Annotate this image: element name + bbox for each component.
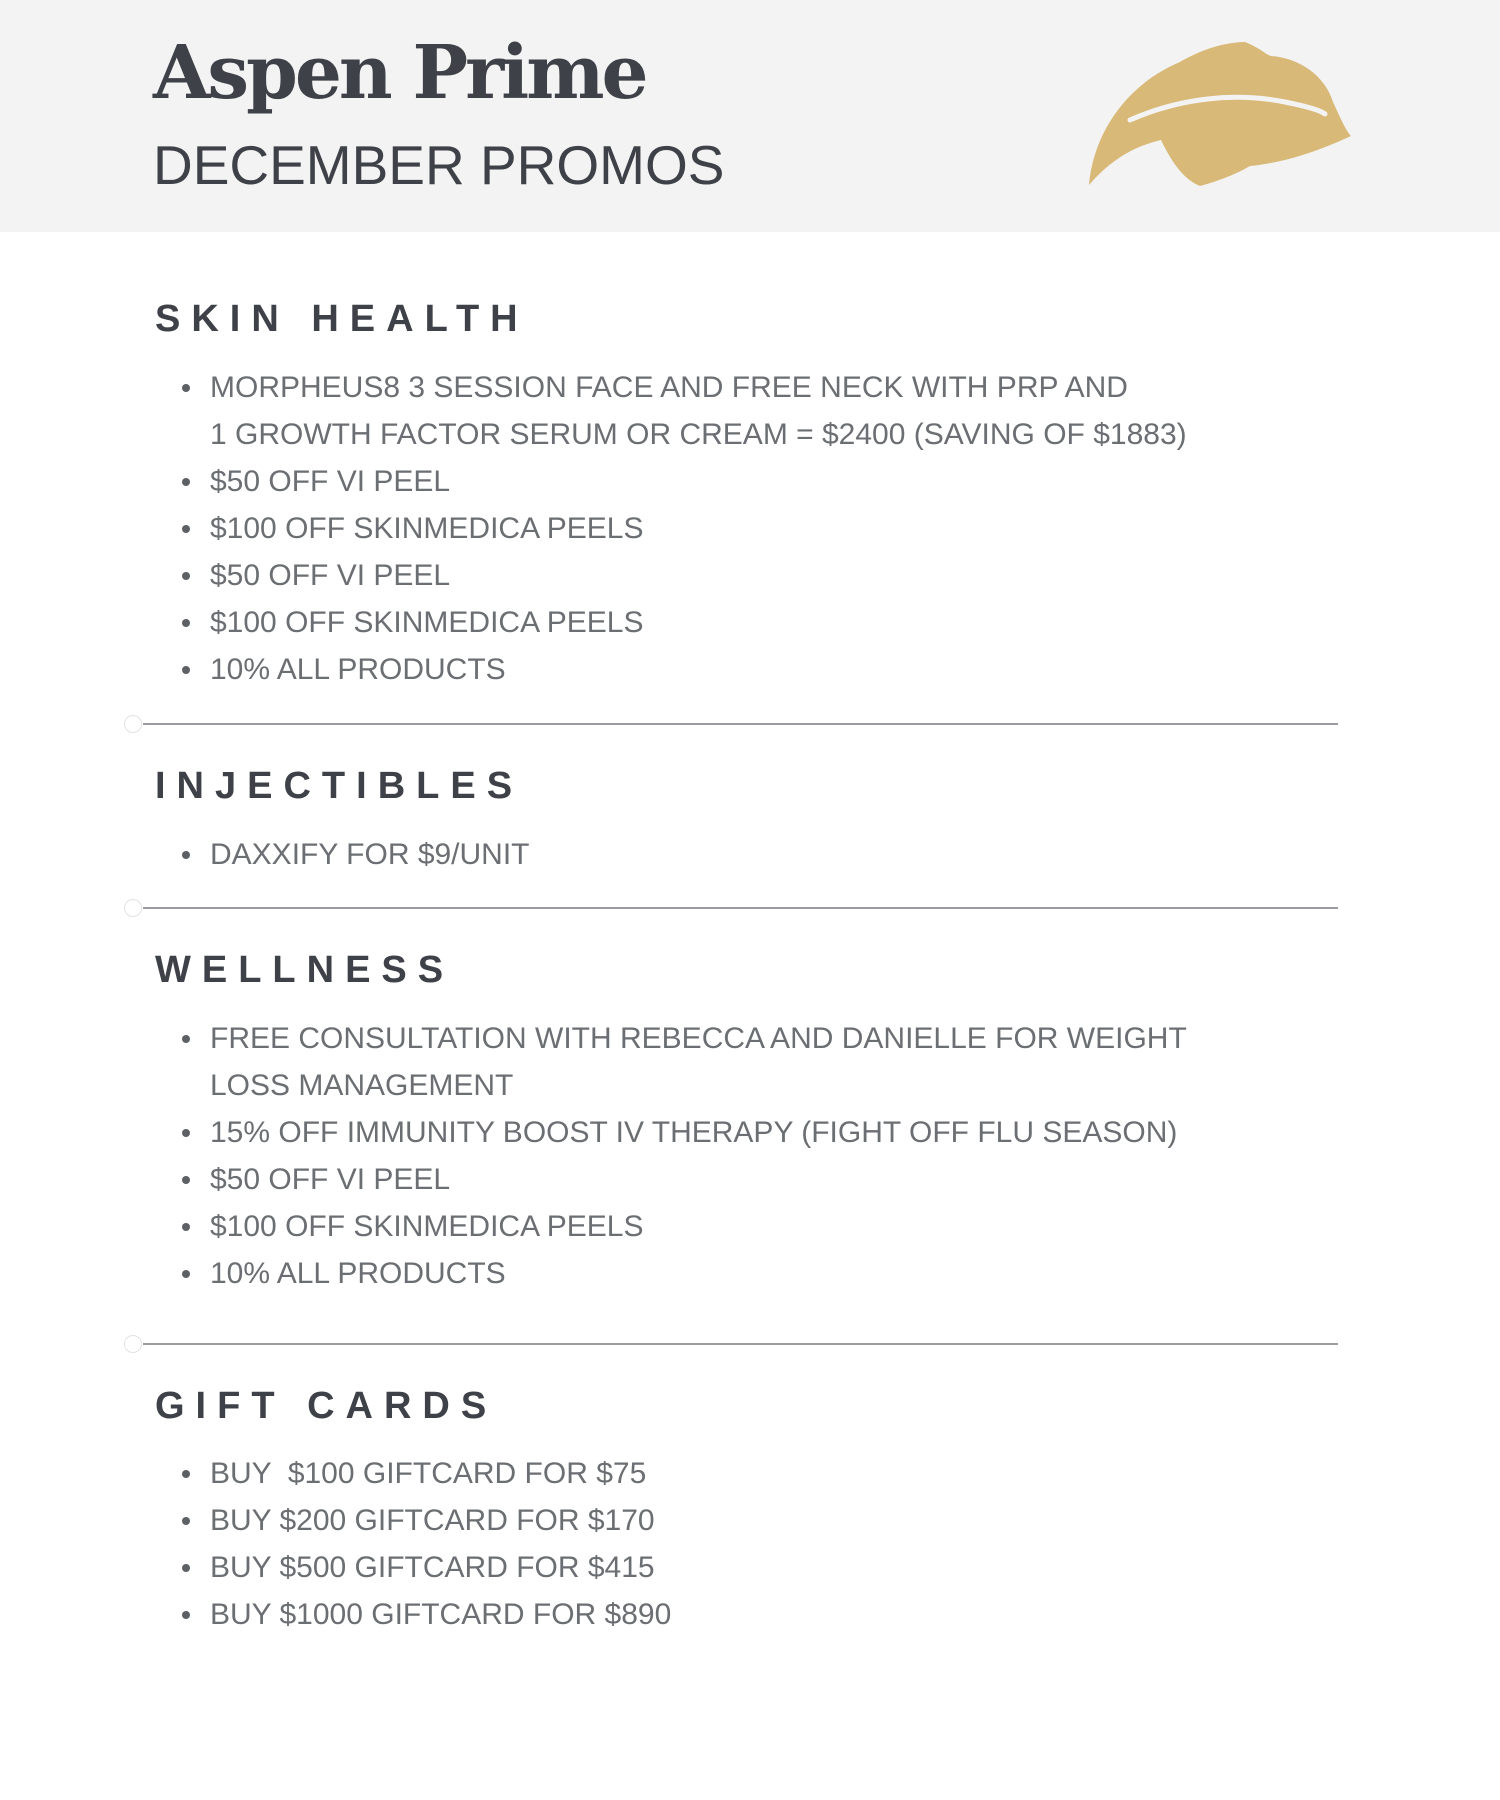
list-item: $100 OFF SKINMEDICA PEELS — [180, 599, 1187, 646]
divider-handle — [124, 1335, 142, 1353]
list-item: BUY $1000 GIFTCARD FOR $890 — [180, 1591, 671, 1638]
gift-cards-list — [180, 1450, 671, 1638]
wellness-list — [180, 1015, 1187, 1297]
skin-health-list — [180, 364, 1187, 693]
list-item: 15% OFF IMMUNITY BOOST IV THERAPY (FIGHT OFF FLU SEASON) — [180, 1109, 1187, 1156]
divider-handle — [124, 899, 142, 917]
page-subtitle: DECEMBER PROMOS — [153, 134, 725, 196]
brand-name: Aspen Prime — [153, 30, 646, 116]
section-divider — [143, 907, 1338, 909]
section-title-gift-cards: GIFT CARDS — [155, 1385, 498, 1427]
list-item: 10% ALL PRODUCTS — [180, 1250, 1187, 1297]
list-item: BUY $200 GIFTCARD FOR $170 — [180, 1497, 671, 1544]
divider-handle — [124, 715, 142, 733]
list-item: $50 OFF VI PEEL — [180, 458, 1187, 505]
list-item: BUY $500 GIFTCARD FOR $415 — [180, 1544, 671, 1591]
section-divider — [143, 723, 1338, 725]
list-item: FREE CONSULTATION WITH REBECCA AND DANIELLE FOR WEIGHT LOSS MANAGEMENT — [180, 1015, 1187, 1109]
section-title-injectibles: INJECTIBLES — [155, 765, 524, 807]
list-item: $50 OFF VI PEEL — [180, 552, 1187, 599]
injectibles-list — [180, 831, 530, 878]
list-item: $100 OFF SKINMEDICA PEELS — [180, 505, 1187, 552]
header-banner — [0, 0, 1500, 232]
section-title-skin-health: SKIN HEALTH — [155, 298, 529, 340]
list-item: $50 OFF VI PEEL — [180, 1156, 1187, 1203]
section-title-wellness: WELLNESS — [155, 949, 455, 991]
list-item: 10% ALL PRODUCTS — [180, 646, 1187, 693]
leaf-icon — [1085, 40, 1355, 190]
section-divider — [143, 1343, 1338, 1345]
list-item: DAXXIFY FOR $9/UNIT — [180, 831, 530, 878]
list-item: BUY $100 GIFTCARD FOR $75 — [180, 1450, 671, 1497]
list-item: MORPHEUS8 3 SESSION FACE AND FREE NECK WITH PRP AND 1 GROWTH FACTOR SERUM OR CREAM = $2400 (SAVING OF $1883) — [180, 364, 1187, 458]
list-item: $100 OFF SKINMEDICA PEELS — [180, 1203, 1187, 1250]
